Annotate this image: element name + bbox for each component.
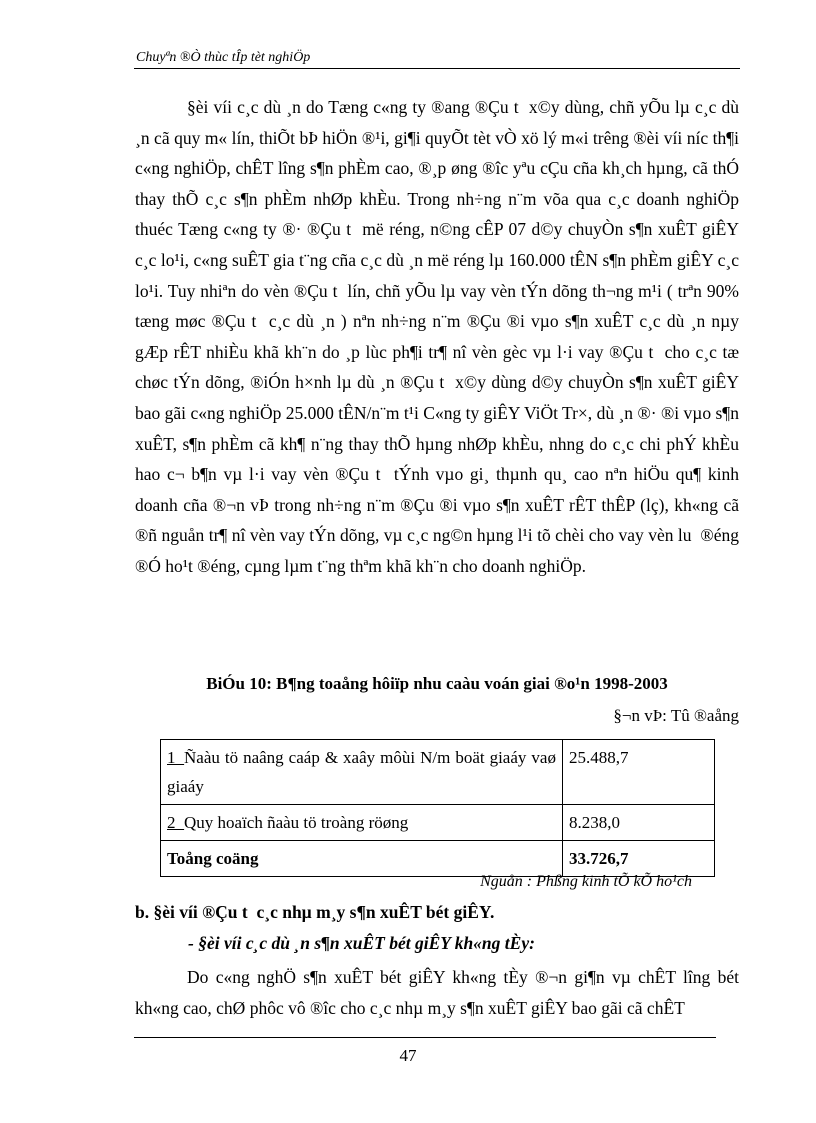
page-number: 47 (399, 1046, 417, 1065)
section-heading: b. §èi víi ®Çu t c¸c nhµ m¸y s¶n xuÊT bét giÊY. (135, 902, 495, 922)
page-header-title: Chuyªn ®Ò thùc tÎp tèt nghiÖp (136, 50, 311, 65)
total-value: 33.726,7 (562, 841, 714, 877)
table-row (161, 740, 715, 805)
table-cell-value: 25.488,7 (562, 740, 714, 805)
table-cell-label: 1_Ñaàu tö naâng caáp & xaây môùi N/m boät giaáy vaø giaáy (161, 740, 563, 805)
total-label: Toång coäng (161, 841, 563, 877)
header-divider (134, 68, 740, 69)
table-title: BiÓu 10: B¶ng toaång hôiïp nhu caàu voán giai ®o¹n 1998-2003 (206, 674, 668, 693)
body-paragraph: §èi víi c¸c dù ¸n do Tæng c«ng ty ®ang ®Çu t x©y dùng, chñ yÕu lµ c¸c dù ¸n cã quy m« lín, thiÕt bÞ hiÖn ®¹i, gi¶i quyÕt tèt vÒ xö lý m«i trêng ®èi víi níc th¶i c«ng nghiÖp, chÊT lîng s¶n phÈm cao, ®¸p øng ®îc yªu cÇu cña kh¸ch hµng, cã thÓ thay thÕ c¸c s¶n phÈm nhØp khÈu. Trong nh÷ng n¨m võa qua c¸c doanh nghiÖp thuéc Tæng c«ng ty ®· ®Çu t më réng, n©ng cÊP 07 d©y chuyÒn s¶n xuÊT giÊY c¸c lo¹i, c«ng suÊT gia t¨ng cña c¸c dù ¸n më réng lµ 160.000 tÊN s¶n phÈm giÊY c¸c lo¹i. Tuy nhiªn do vèn ®Çu t lín, chñ yÕu lµ vay vèn tÝn dõng th¬ng m¹i ( trªn 90% tæng møc ®Çu t c¸c dù ¸n ) nªn nh÷ng n¨m ®Çu ®i vµo s¶n xuÊT c¸c dù ¸n nµy gÆp rÊT nhiÈu khã kh¨n do ¸p lùc ph¶i tr¶ nî vèn gèc vµ l·i vay ®Çu t cho c¸c tæ chøc tÝn dõng, ®iÓn h×nh lµ dù ¸n ®Çu t x©y dùng d©y chuyÒn s¶n xuÊT giÊY bao gãi c«ng nghiÖp 25.000 tÊN/n¨m t¹i C«ng ty giÊY ViÖt Tr×, dù ¸n ®· ®i vµo s¶n xuÊT, s¶n phÈm cã kh¶ n¨ng thay thÕ hµng nhØp khÈu, nhng do c¸c chi phÝ khÈu hao c¬ b¶n vµ l·i vay vèn ®Çu t tÝnh vµo gi¸ thµnh qu¸ cao nªn hiÖu qu¶ kinh doanh cña ®¬n vÞ trong nh÷ng n¨m ®Çu ®i vµo s¶n xuÊT rÊT thÊP (lç), kh«ng cã ®ñ nguån tr¶ nî vèn vay tÝn dõng, vµ c¸c ng©n hµng l¹i tõ chèi cho vay vèn lu ®éng ®Ó ho¹t ®éng, cµng lµm t¨ng thªm khã kh¨n cho doanh nghiÖp. (135, 97, 739, 576)
row-number: 2 (167, 813, 176, 832)
table-cell-label: 2_Quy hoaïch ñaàu tö troàng röøng (161, 805, 563, 841)
row-label: Ñaàu tö naâng caáp & xaây môùi N/m boät giaáy vaø giaáy (167, 748, 556, 796)
investment-table (160, 739, 715, 877)
table-source-note: Nguån : Phßng kinh tÕ kÕ ho¹ch (480, 873, 692, 890)
table-unit: §¬n vÞ: Tû ®aång (613, 706, 739, 725)
subsection-heading: - §èi víi c¸c dù ¸n s¶n xuÊT bét giÊY kh«ng tÈy: (188, 933, 535, 953)
table-total-row (161, 841, 715, 877)
main-text-block (135, 92, 739, 582)
table-cell-value: 8.238,0 (562, 805, 714, 841)
body-paragraph: Do c«ng nghÖ s¶n xuÊT bét giÊY kh«ng tÈy ®¬n gi¶n vµ chÊT lîng bét kh«ng cao, chØ phôc vô ®îc cho c¸c nhµ m¸y s¶n xuÊT giÊY bao gãi cã chÊT (135, 967, 739, 1018)
footer-divider (134, 1037, 716, 1038)
secondary-text-block (135, 962, 739, 1023)
table-row (161, 805, 715, 841)
row-number: 1 (167, 748, 176, 767)
row-label: Quy hoaïch ñaàu tö troàng röøng (184, 813, 409, 832)
